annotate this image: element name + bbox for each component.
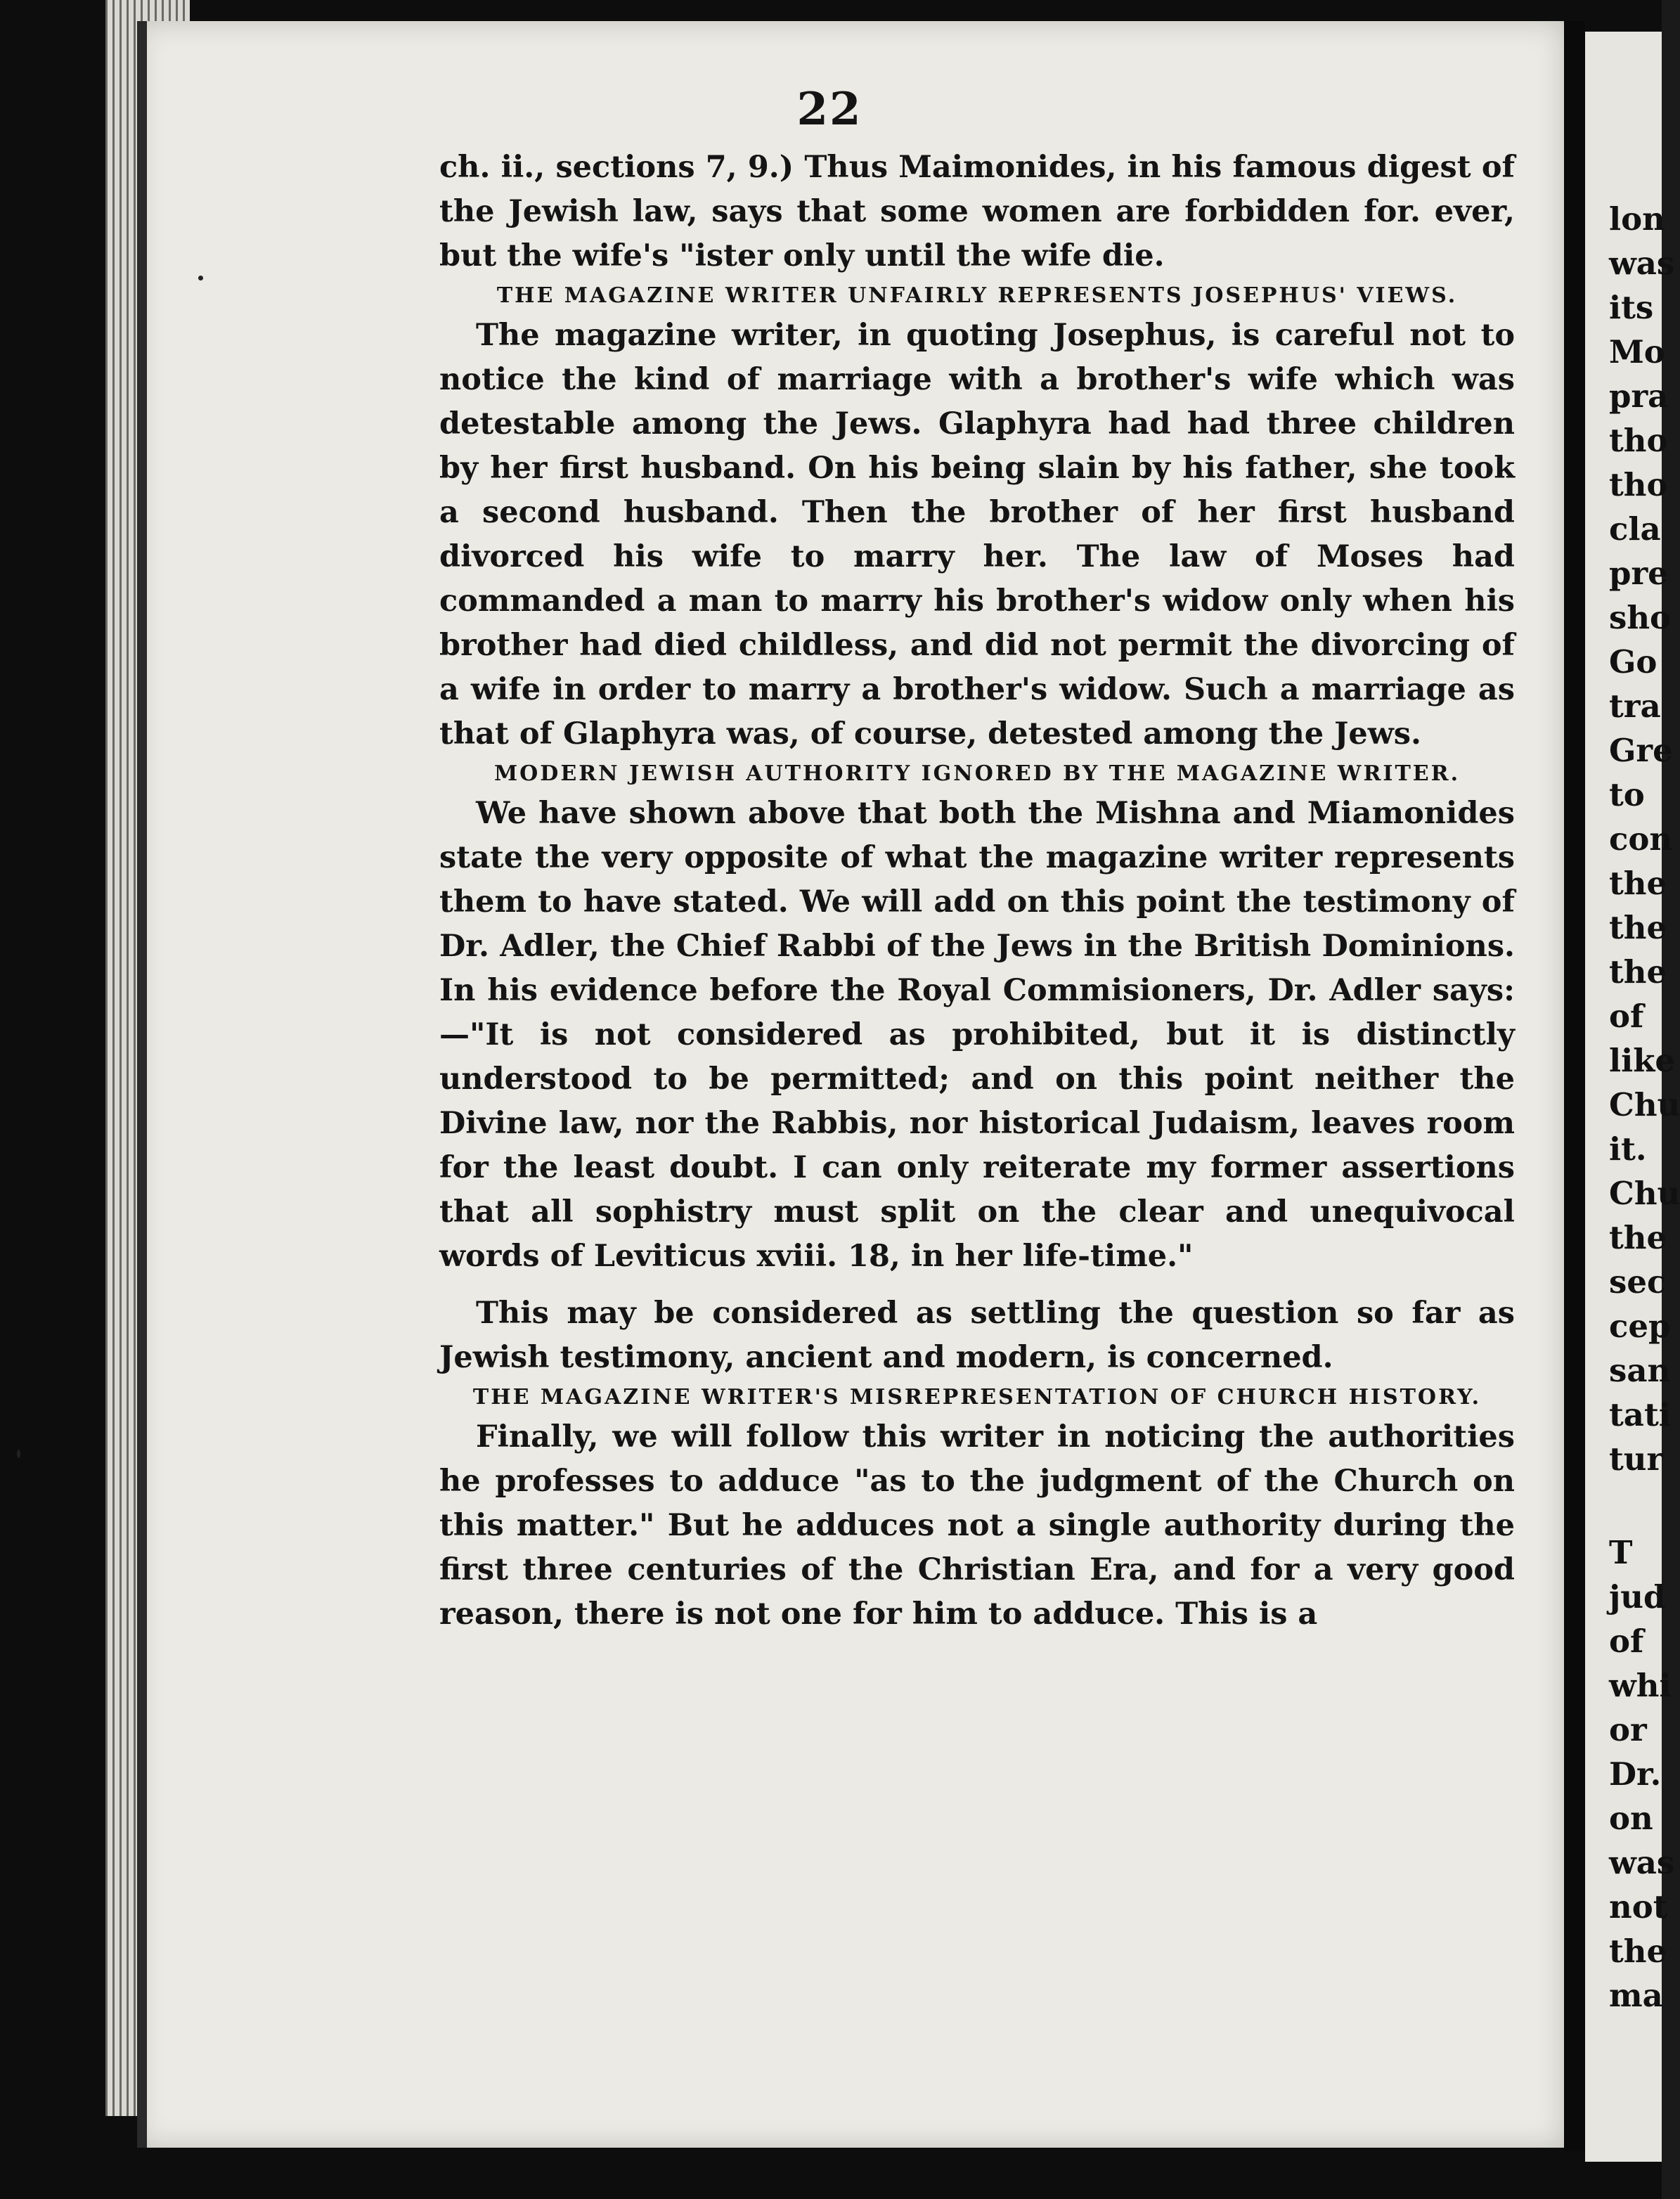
gutter-shadow — [1564, 21, 1585, 2151]
adjacent-page-text-fragment: on — [1609, 1800, 1653, 1837]
adjacent-page-text-fragment: cep — [1609, 1308, 1671, 1345]
adjacent-page-text-fragment: its — [1609, 289, 1654, 326]
adjacent-page-text-fragment: cla — [1609, 510, 1661, 548]
adjacent-page-text-fragment: lon — [1609, 200, 1665, 238]
adjacent-page-text-fragment: pre — [1609, 555, 1668, 592]
adjacent-page-text-fragment: it. — [1609, 1130, 1647, 1168]
adjacent-page-text-fragment: of — [1609, 998, 1644, 1035]
adjacent-page-text-fragment: tra — [1609, 688, 1661, 725]
adjacent-page-text-fragment: the — [1609, 953, 1667, 991]
adjacent-page-text-fragment: sho — [1609, 599, 1672, 636]
adjacent-page-text-fragment: Dr. — [1609, 1755, 1662, 1793]
section-heading: THE MAGAZINE WRITER UNFAIRLY REPRESENTS JOSEPHUS' VIEWS. — [496, 283, 1458, 308]
opening-paragraph: ch. ii., sections 7, 9.) Thus Maimonides, in his famous digest of the Jewish law, says that some women are forbidden for. ever, but the wife's "ister only until the wife die. — [439, 150, 1515, 273]
adjacent-page-text-fragment: whi — [1609, 1667, 1672, 1704]
speck — [198, 276, 203, 280]
adjacent-page-text-fragment: not — [1609, 1888, 1668, 1926]
adjacent-page-text-fragment: the — [1609, 1933, 1667, 1970]
adjacent-page-text-fragment: Chu — [1609, 1086, 1680, 1123]
adjacent-page-text-fragment: Gre — [1609, 732, 1673, 769]
adjacent-page-text-fragment: of — [1609, 1623, 1644, 1660]
adjacent-page-text-fragment: Chu — [1609, 1175, 1680, 1212]
adjacent-page-text-fragment: tho — [1609, 422, 1668, 459]
adjacent-page-text-fragment: Go — [1609, 643, 1658, 681]
adjacent-page-text-fragment: or — [1609, 1711, 1647, 1748]
adjacent-page-text-fragment: ma — [1609, 1977, 1663, 2014]
adjacent-page-text-fragment: pra — [1609, 378, 1669, 415]
adjacent-page-text-fragment: like — [1609, 1042, 1675, 1079]
page-number: 22 — [796, 83, 862, 136]
adjacent-page-text-fragment: the — [1609, 909, 1667, 946]
adjacent-page-text-fragment: was — [1609, 245, 1675, 282]
section-heading: MODERN JEWISH AUTHORITY IGNORED BY THE MAGAZINE WRITER. — [493, 761, 1461, 786]
adjacent-page-text-fragment: sec — [1609, 1263, 1667, 1301]
adjacent-page-text-fragment: was — [1609, 1844, 1675, 1881]
paragraph: The magazine writer, in quoting Josephus, is careful not to notice the kind of marriage with a brother's wife which was detestable among the Jews. Glaphyra had had three children by her first husband. On his being slain by his father, she took a second husband. Then the brother of her first husband divorced his wife to marry her. The law of Moses had commanded a man to marry his brother's widow only when his brother had died childless, and did not permit the divorcing of a wife in order to marry a brother's widow. Such a marriage as that of Glaphyra was, of course, detested among the Jews. — [439, 318, 1515, 752]
adjacent-page-text-fragment: the — [1609, 1219, 1667, 1256]
adjacent-page-text-fragment: san — [1609, 1352, 1671, 1389]
page-content — [439, 83, 1515, 1637]
speck — [17, 1450, 20, 1458]
adjacent-page-text-fragment: tati — [1609, 1396, 1671, 1433]
adjacent-page-text-fragment: tho — [1609, 466, 1668, 503]
paragraph: This may be considered as settling the question so far as Jewish testimony, ancient and modern, is concerned. — [439, 1296, 1515, 1375]
paragraph: We have shown above that both the Mishna and Miamonides state the very opposite of what the magazine writer represents them to have stated. We will add on this point the testimony of Dr. Adler, the Chief Rabbi of the Jews in the British Dominions. In his evidence before the Royal Commisioners, Dr. Adler says:—"It is not considered as prohibited, but it is distinctly understood to be permitted; and on this point neither the Divine law, nor the Rabbis, nor historical Judaism, leaves room for the least doubt. I can only reiterate my former assertions that all sophistry must split on the clear and unequivocal words of Leviticus xviii. 18, in her life-time." — [439, 796, 1515, 1274]
adjacent-page-edge — [1585, 32, 1680, 2162]
adjacent-page-text-fragment: the — [1609, 865, 1667, 902]
paragraph: Finally, we will follow this writer in noticing the authorities he professes to adduce "as to the judgment of the Church on this matter." But he adduces not a single authority during the first three centuries of the Christian Era, and for a very good reason, there is not one for him to adduce. This is a — [439, 1419, 1515, 1632]
adjacent-page-text-fragment: to — [1609, 776, 1645, 813]
adjacent-page-text-fragment: Mo — [1609, 333, 1665, 370]
adjacent-page-text-fragment: con — [1609, 820, 1673, 858]
section-heading: THE MAGAZINE WRITER'S MISREPRESENTATION OF CHURCH HISTORY. — [472, 1385, 1482, 1410]
adjacent-page-text-fragment: T — [1609, 1534, 1633, 1571]
adjacent-page-text-fragment: tur — [1609, 1440, 1664, 1478]
adjacent-page-text-fragment: jud — [1609, 1578, 1666, 1616]
